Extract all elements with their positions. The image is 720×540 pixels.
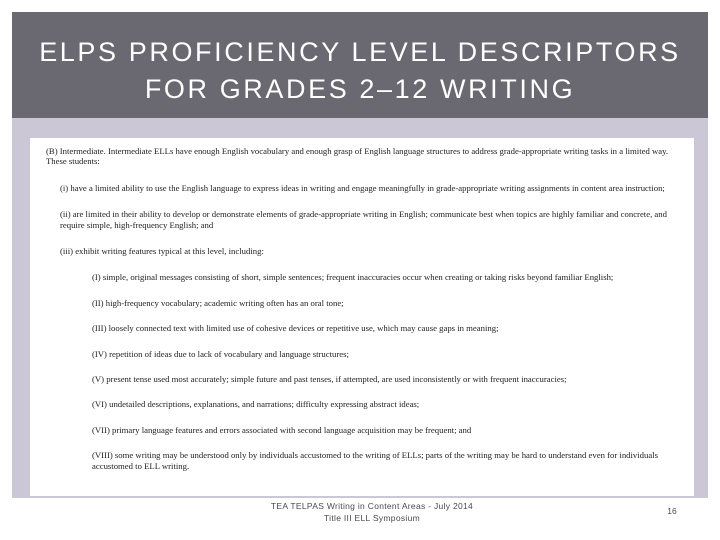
slide-footer (230, 500, 514, 524)
footer-line-1: TEA TELPAS Writing in Content Areas - July 2014 (270, 501, 474, 511)
document-excerpt (30, 138, 694, 496)
list-item-ii: (ii) are limited in their ability to develop or demonstrate elements of grade-appropriate writing in English; communicate best when topics are highly familiar and concrete, and require simple, high-frequency English; and (60, 209, 667, 230)
subitem-VII: (VII) primary language features and errors associated with second language acquisition may be frequent; and (92, 424, 472, 435)
list-item-iii: (iii) exhibit writing features typical at this level, including: (60, 246, 264, 257)
title-bar (12, 12, 708, 118)
slide-title (12, 34, 708, 108)
subitem-IV: (IV) repetition of ideas due to lack of vocabulary and language structures; (92, 348, 349, 359)
page-number: 16 (667, 506, 677, 516)
subitem-II: (II) high-frequency vocabulary; academic writing often has an oral tone; (92, 297, 344, 308)
intro-paragraph: (B) Intermediate. Intermediate ELLs have enough English vocabulary and enough grasp of English language structures to address grade-appropriate writing tasks in a limited way. These students: (46, 146, 669, 167)
slide-title-line-1: ELPS PROFICIENCY LEVEL DESCRIPTORS (39, 37, 681, 67)
subitem-VIII: (VIII) some writing may be understood only by individuals accustomed to the writing of ELLs; parts of the writing may be hard to understand even for individuals accustomed to ELL writing. (92, 450, 659, 471)
slide-title-line-2: FOR GRADES 2–12 WRITING (144, 74, 576, 104)
subitem-I: (I) simple, original messages consisting of short, simple sentences; frequent inaccuracies occur when creating or taking risks beyond familiar English; (92, 272, 614, 283)
list-item-i: (i) have a limited ability to use the English language to express ideas in writing and engage meaningfully in grade-appropriate writing assignments in content area instruction; (60, 182, 665, 193)
subitem-III: (III) loosely connected text with limited use of cohesive devices or repetitive use, which may cause gaps in meaning; (92, 323, 499, 334)
subitem-V: (V) present tense used most accurately; simple future and past tenses, if attempted, are used inconsistently or with frequent inaccuracies; (92, 374, 567, 385)
subitem-VI: (VI) undetailed descriptions, explanations, and narrations; difficulty expressing abstract ideas; (92, 399, 420, 410)
footer-line-2: Title III ELL Symposium (323, 513, 421, 523)
